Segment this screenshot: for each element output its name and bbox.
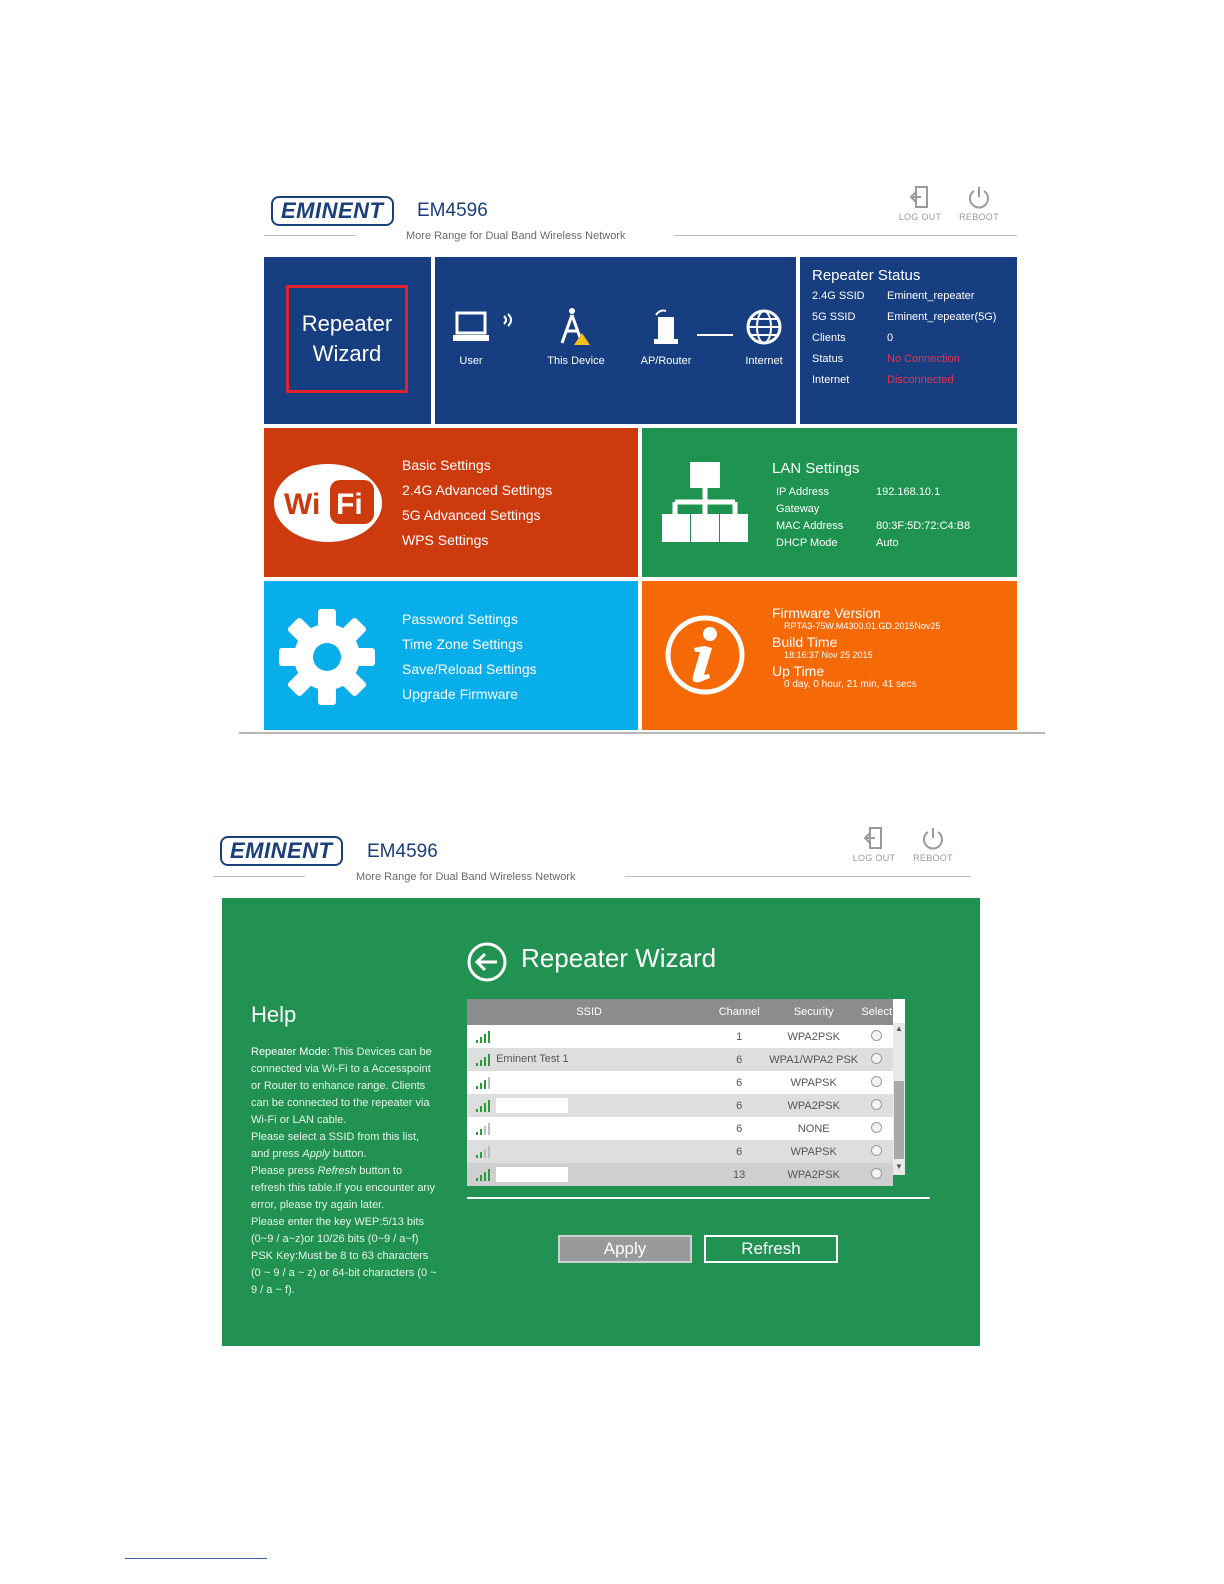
col-channel: Channel [711, 999, 767, 1025]
menu-24g-advanced-settings[interactable]: 2.4G Advanced Settings [402, 482, 553, 498]
help-paragraph: Please press [251, 1165, 318, 1177]
reboot-button[interactable] [908, 825, 958, 863]
status-value: Eminent_repeater(5G) [887, 311, 997, 323]
topology-internet [739, 307, 789, 367]
refresh-button[interactable]: Refresh [704, 1235, 838, 1263]
help-refresh-word: Refresh [317, 1165, 357, 1177]
help-mode-label: Repeater Mode: [251, 1046, 330, 1058]
logout-label: LOG OUT [898, 212, 942, 222]
status-label: Status [812, 353, 844, 365]
select-radio[interactable] [871, 1099, 882, 1110]
router-icon [635, 307, 697, 347]
security-cell: WPA2PSK [767, 1163, 860, 1186]
tagline: More Range for Dual Band Wireless Network [406, 230, 626, 242]
signal-strength-icon [475, 1077, 493, 1089]
table-scrollbar[interactable] [893, 1023, 905, 1175]
build-time-value: 18:16:37 Nov 25 2015 [784, 650, 873, 660]
status-value: Disconnected [887, 374, 954, 386]
network-topology-tile[interactable] [435, 257, 796, 424]
table-row[interactable] [467, 1163, 893, 1186]
lan-label: DHCP Mode [776, 537, 838, 549]
firmware-value: RPTA3-75W.M4300.01.GD.2015Nov25 [784, 621, 941, 631]
ssid-redacted [496, 1167, 568, 1182]
svg-text:Fi: Fi [336, 488, 363, 521]
topology-label: AP/Router [640, 355, 692, 367]
channel-cell: 13 [711, 1163, 767, 1186]
scroll-down-icon[interactable]: ▼ [895, 1162, 903, 1171]
reboot-button[interactable] [954, 184, 1004, 222]
col-ssid: SSID [467, 999, 711, 1025]
signal-strength-icon [475, 1100, 493, 1112]
lan-value: 192.168.10.1 [876, 486, 941, 498]
lan-value: Auto [876, 537, 899, 549]
signal-strength-icon [475, 1054, 493, 1066]
help-title: Help [251, 1002, 297, 1027]
network-tree-icon [660, 460, 750, 549]
channel-cell: 6 [711, 1071, 767, 1094]
status-label: 5G SSID [812, 311, 856, 323]
help-paragraph: This Devices can be connected via Wi-Fi to a Accesspoint or Router to enhance range. Clients can be connected to the repeater via Wi-Fi or LAN cable. [251, 1046, 432, 1126]
topology-this-device [541, 307, 611, 367]
wireless-signal-icon [501, 311, 517, 334]
lan-value: 80:3F:5D:72:C4:B8 [876, 520, 971, 532]
gear-icon [278, 608, 376, 711]
topology-label: This Device [547, 355, 605, 367]
uptime-label: Up Time [772, 663, 825, 679]
ssid-table-wrap [467, 999, 893, 1186]
ssid-cell [467, 1117, 711, 1140]
back-arrow-icon[interactable] [466, 941, 508, 988]
header-divider [264, 235, 356, 236]
antenna-warning-icon [541, 307, 611, 347]
system-info-tile[interactable] [642, 581, 1017, 730]
logout-label: LOG OUT [852, 853, 896, 863]
repeater-wizard-highlight [286, 285, 408, 393]
status-value: No Connection [887, 353, 960, 365]
lan-settings-title: LAN Settings [772, 460, 860, 477]
scroll-up-icon[interactable]: ▲ [895, 1024, 903, 1033]
logout-button[interactable] [895, 184, 945, 222]
menu-password-settings[interactable]: Password Settings [402, 611, 518, 627]
ssid-cell [467, 1025, 711, 1048]
signal-strength-icon [475, 1031, 493, 1043]
system-settings-tile[interactable] [264, 581, 638, 730]
repeater-status-list [812, 290, 1012, 400]
header-divider [674, 235, 1017, 236]
channel-cell: 6 [711, 1117, 767, 1140]
dashboard-bottom-rule [239, 732, 1045, 734]
svg-text:Wi: Wi [284, 488, 321, 521]
select-cell [860, 1071, 893, 1094]
channel-cell: 6 [711, 1048, 767, 1071]
help-paragraph: Please enter the key WEP:5/13 bits (0~9 / a~z)or 10/26 bits (0~9 / a~f) PSK Key:Must be 8 to 63 characters (0 ~ 9 / a ~ z) or 64-bit characters (0 ~ 9 / a ~ f). [251, 1216, 437, 1296]
uptime-value: 0 day, 0 hour, 21 min, 41 secs [784, 679, 917, 690]
logout-icon [895, 184, 945, 210]
table-divider [467, 1197, 930, 1199]
topology-label: User [459, 355, 483, 367]
menu-wps-settings[interactable]: WPS Settings [402, 532, 489, 548]
topology-ap-router [635, 307, 697, 367]
wizard-panel [222, 898, 980, 1346]
select-radio[interactable] [871, 1076, 882, 1087]
power-icon [908, 825, 958, 851]
footnote-rule [125, 1558, 267, 1559]
security-cell: WPA1/WPA2 PSK [767, 1048, 860, 1071]
select-cell [860, 1025, 893, 1048]
reboot-label: REBOOT [959, 212, 999, 222]
repeater-status-title: Repeater Status [812, 267, 921, 284]
table-row[interactable] [467, 1117, 893, 1140]
status-label: Internet [812, 374, 850, 386]
ssid-cell [467, 1094, 711, 1117]
status-label: 2.4G SSID [812, 290, 865, 302]
lan-settings-tile[interactable] [642, 428, 1017, 577]
security-cell: WPA2PSK [767, 1025, 860, 1048]
security-cell: WPAPSK [767, 1140, 860, 1163]
table-row[interactable] [467, 1025, 893, 1048]
select-radio[interactable] [871, 1122, 882, 1133]
menu-save-reload-settings[interactable]: Save/Reload Settings [402, 661, 537, 677]
system-menu [402, 607, 537, 707]
repeater-wizard-tile[interactable] [264, 257, 431, 424]
menu-upgrade-firmware[interactable]: Upgrade Firmware [402, 686, 518, 702]
header-divider [625, 876, 971, 877]
table-row[interactable] [467, 1048, 893, 1071]
table-header [467, 999, 893, 1025]
ssid-cell [467, 1163, 711, 1186]
menu-time-zone-settings[interactable]: Time Zone Settings [402, 636, 523, 652]
channel-cell: 6 [711, 1140, 767, 1163]
build-time-label: Build Time [772, 634, 838, 650]
select-radio[interactable] [871, 1168, 882, 1179]
ssid-cell [467, 1071, 711, 1094]
ssid-table [467, 999, 893, 1186]
power-icon [954, 184, 1004, 210]
globe-icon [739, 307, 789, 347]
security-cell: WPA2PSK [767, 1094, 860, 1117]
info-icon [664, 614, 746, 701]
brand-logo: EMINENT [220, 836, 343, 866]
firmware-label: Firmware Version [772, 605, 881, 621]
reboot-label: REBOOT [913, 853, 953, 863]
signal-strength-icon [475, 1146, 493, 1158]
ssid-name: Eminent Test 1 [496, 1053, 569, 1066]
lan-label: Gateway [776, 503, 820, 515]
lan-label: IP Address [776, 486, 829, 498]
status-label: Clients [812, 332, 846, 344]
col-select: Select [860, 999, 893, 1025]
logout-icon [849, 825, 899, 851]
header-divider [213, 876, 305, 877]
model-name: EM4596 [367, 841, 438, 862]
select-cell [860, 1163, 893, 1186]
menu-5g-advanced-settings[interactable]: 5G Advanced Settings [402, 507, 541, 523]
lan-label: MAC Address [776, 520, 844, 532]
select-cell [860, 1048, 893, 1071]
apply-button[interactable]: Apply [558, 1235, 692, 1263]
help-text [251, 1044, 437, 1299]
topology-user [449, 307, 493, 367]
tagline: More Range for Dual Band Wireless Network [356, 871, 576, 883]
status-value: Eminent_repeater [887, 290, 975, 302]
signal-strength-icon [475, 1169, 493, 1181]
ssid-cell [467, 1048, 711, 1071]
wifi-settings-tile[interactable] [264, 428, 638, 577]
wizard-tile-line1: Repeater [301, 311, 393, 336]
status-value: 0 [887, 332, 894, 344]
channel-cell: 1 [711, 1025, 767, 1048]
topology-label: Internet [745, 355, 783, 367]
table-row[interactable] [467, 1071, 893, 1094]
table-row[interactable] [467, 1094, 893, 1117]
help-paragraph: button to refresh this table.If you encounter any error, please try again later. [251, 1165, 436, 1211]
table-row[interactable] [467, 1140, 893, 1163]
help-apply-word: Apply [302, 1148, 330, 1160]
wifi-menu [402, 453, 552, 553]
security-cell: WPAPSK [767, 1071, 860, 1094]
menu-basic-settings[interactable]: Basic Settings [402, 457, 491, 473]
signal-strength-icon [475, 1123, 493, 1135]
laptop-icon [449, 307, 493, 347]
link-line [697, 334, 733, 336]
system-info-list [772, 605, 1012, 690]
channel-cell: 6 [711, 1094, 767, 1117]
select-radio[interactable] [871, 1145, 882, 1156]
wizard-tile-line2: Wizard [312, 341, 382, 366]
select-cell [860, 1140, 893, 1163]
col-security: Security [767, 999, 860, 1025]
page-title: Repeater Wizard [521, 943, 717, 973]
logout-button[interactable] [849, 825, 899, 863]
ssid-table-container [467, 999, 905, 1181]
select-cell [860, 1094, 893, 1117]
select-radio[interactable] [871, 1053, 882, 1064]
select-radio[interactable] [871, 1030, 882, 1041]
help-paragraph: Please select a SSID from this list, and press [251, 1131, 420, 1160]
ssid-redacted [496, 1098, 568, 1113]
repeater-status-tile[interactable] [800, 257, 1017, 424]
ssid-cell [467, 1140, 711, 1163]
security-cell: NONE [767, 1117, 860, 1140]
select-cell [860, 1117, 893, 1140]
brand-logo: EMINENT [271, 196, 394, 226]
model-name: EM4596 [417, 200, 488, 221]
help-paragraph: button. [329, 1148, 367, 1160]
wifi-logo-icon [272, 462, 384, 549]
lan-settings-list [776, 486, 1006, 556]
scrollbar-thumb[interactable] [894, 1081, 904, 1159]
